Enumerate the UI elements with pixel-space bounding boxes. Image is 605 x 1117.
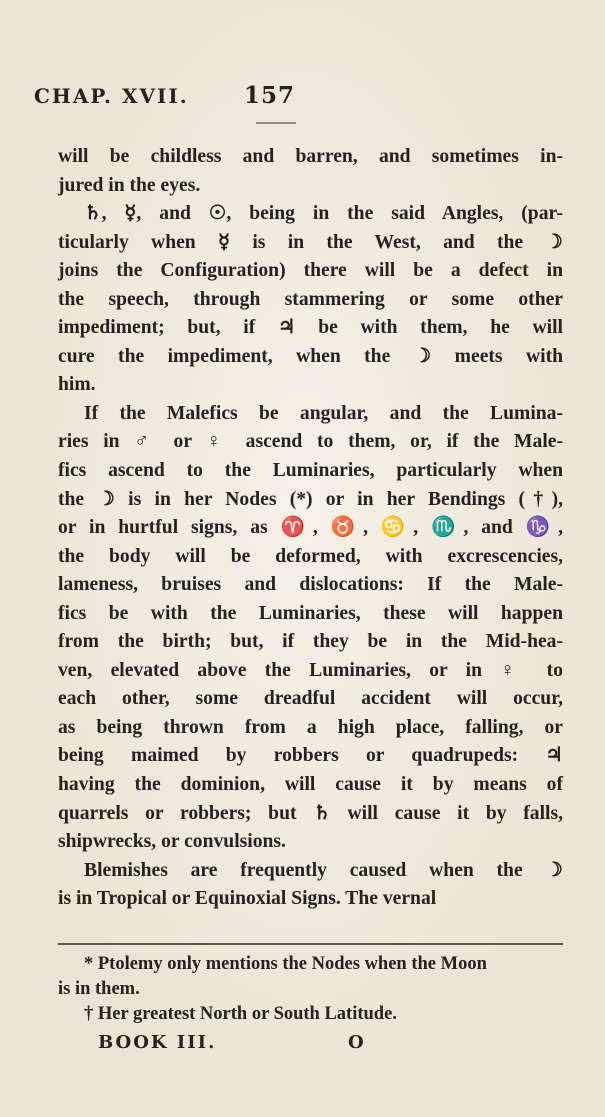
footnote-line: is in them. xyxy=(58,979,140,999)
text-line: ries in ♂ or ♀ ascend to them, or, if the Male- xyxy=(58,431,563,453)
text-line: the ☽ is in her Nodes (*) or in her Bendings (†), xyxy=(58,488,563,510)
footnote-rule xyxy=(58,943,563,945)
signature-line xyxy=(58,1032,563,1058)
body-text xyxy=(58,143,563,914)
page-number: 157 xyxy=(244,82,296,109)
text-line: will be childless and barren, and sometimes in- xyxy=(58,146,563,167)
text-line: the body will be deformed, with excrescencies, xyxy=(58,545,563,567)
text-line: cure the impediment, when the ☽ meets with xyxy=(58,345,563,367)
text-line: shipwrecks, or convulsions. xyxy=(58,831,286,853)
text-line: ♄, ☿, and ☉, being in the said Angles, (par- xyxy=(84,203,563,225)
text-line: lameness, bruises and dislocations: If the Male- xyxy=(58,574,563,596)
chapter-heading: CHAP. XVII. xyxy=(34,84,189,108)
text-line: is in Tropical or Equinoxial Signs. The vernal xyxy=(58,888,437,910)
signature-mark: O xyxy=(348,1032,364,1053)
footnote-line: † Her greatest North or South Latitude. xyxy=(84,1004,397,1024)
text-line: from the birth; but, if they be in the Mid-hea- xyxy=(58,631,563,653)
text-line: fics ascend to the Luminaries, particularly when xyxy=(58,460,563,482)
text-line: him. xyxy=(58,374,96,396)
text-line: fics be with the Luminaries, these will happen xyxy=(58,602,563,624)
text-line: or in hurtful signs, as ♈, ♉, ♋, ♏, and ♑, xyxy=(58,517,563,539)
footnote-line: * Ptolemy only mentions the Nodes when the Moon xyxy=(84,954,487,974)
text-line: If the Malefics be angular, and the Lumina- xyxy=(84,402,563,424)
running-header xyxy=(34,84,494,116)
text-line: impediment; but, if ♃ be with them, he will xyxy=(58,317,563,339)
text-line: jured in the eyes. xyxy=(58,174,201,196)
text-line: as being thrown from a high place, falling, or xyxy=(58,716,563,738)
text-line: the speech, through stammering or some other xyxy=(58,288,563,310)
text-line: Blemishes are frequently caused when the ☽ xyxy=(84,859,563,881)
page-number-rule xyxy=(256,122,296,124)
footnotes xyxy=(58,952,563,1027)
text-line: ticularly when ☿ is in the West, and the ☽ xyxy=(58,231,563,253)
text-line: quarrels or robbers; but ♄ will cause it by falls, xyxy=(58,802,563,824)
text-line: ven, elevated above the Luminaries, or in ♀ to xyxy=(58,659,563,681)
text-line: being maimed by robbers or quadrupeds: ♃ xyxy=(58,745,563,767)
text-line: having the dominion, will cause it by means of xyxy=(58,774,563,796)
text-line: each other, some dreadful accident will occur, xyxy=(58,688,563,710)
book-signature: BOOK III. xyxy=(98,1032,217,1053)
text-line: joins the Configuration) there will be a defect in xyxy=(58,260,563,282)
